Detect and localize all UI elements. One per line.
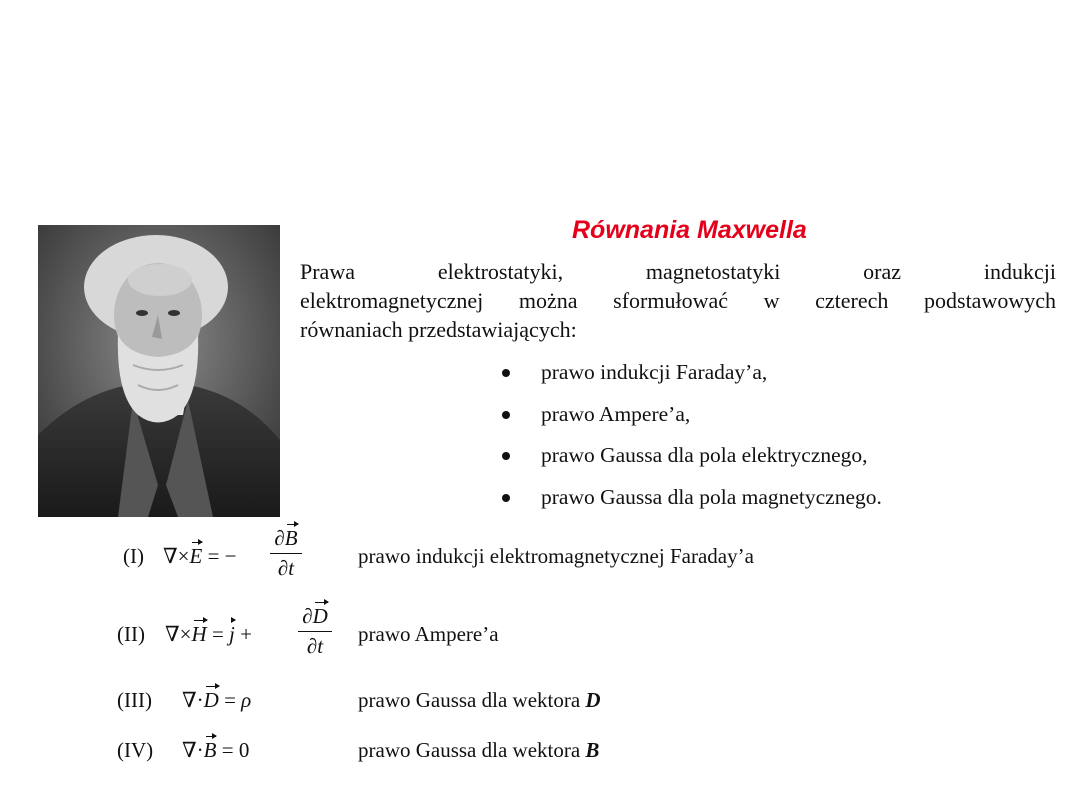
intro-line: równaniach przedstawiających:	[300, 317, 577, 342]
bullet-icon	[502, 369, 510, 377]
equation-label-1: (I)	[123, 544, 144, 568]
intro-line: elektromagnetycznej można sformułować w czterech podstawowych	[300, 288, 1056, 313]
equation-label-4: (IV)	[117, 738, 154, 762]
equation-1-description: prawo indukcji elektromagnetycznej Faraday’a	[358, 544, 754, 568]
equation-2-formula: ∇×H = j +	[165, 622, 252, 646]
equation-label-3: (III)	[117, 688, 152, 712]
intro-line: Prawa elektrostatyki, magnetostatyki oraz indukcji	[300, 259, 1056, 284]
bullet-icon	[502, 411, 510, 419]
law-list	[500, 358, 882, 524]
list-item: prawo indukcji Faraday’a,	[500, 358, 882, 400]
bullet-icon	[502, 494, 510, 502]
list-item: prawo Gaussa dla pola magnetycznego.	[500, 483, 882, 525]
equation-2-description: prawo Ampere’a	[358, 622, 499, 646]
equation-1-fraction: ∂B ∂t	[270, 526, 302, 581]
list-item: prawo Gaussa dla pola elektrycznego,	[500, 441, 882, 483]
equation-3-description: prawo Gaussa dla wektora D	[358, 688, 601, 712]
equation-1-formula: ∇×E = −	[163, 544, 237, 568]
intro-paragraph	[300, 257, 1056, 344]
list-item: prawo Ampere’a,	[500, 400, 882, 442]
equation-4-formula: ∇·B = 0	[182, 738, 250, 762]
maxwell-portrait	[38, 225, 280, 517]
slide-title: Równania Maxwella	[572, 216, 807, 244]
equation-2-fraction: ∂D ∂t	[298, 604, 332, 659]
equation-3-formula: ∇·D = ρ	[182, 688, 252, 712]
equation-4-description: prawo Gaussa dla wektora B	[358, 738, 600, 762]
equation-label-2: (II)	[117, 622, 145, 646]
bullet-icon	[502, 452, 510, 460]
